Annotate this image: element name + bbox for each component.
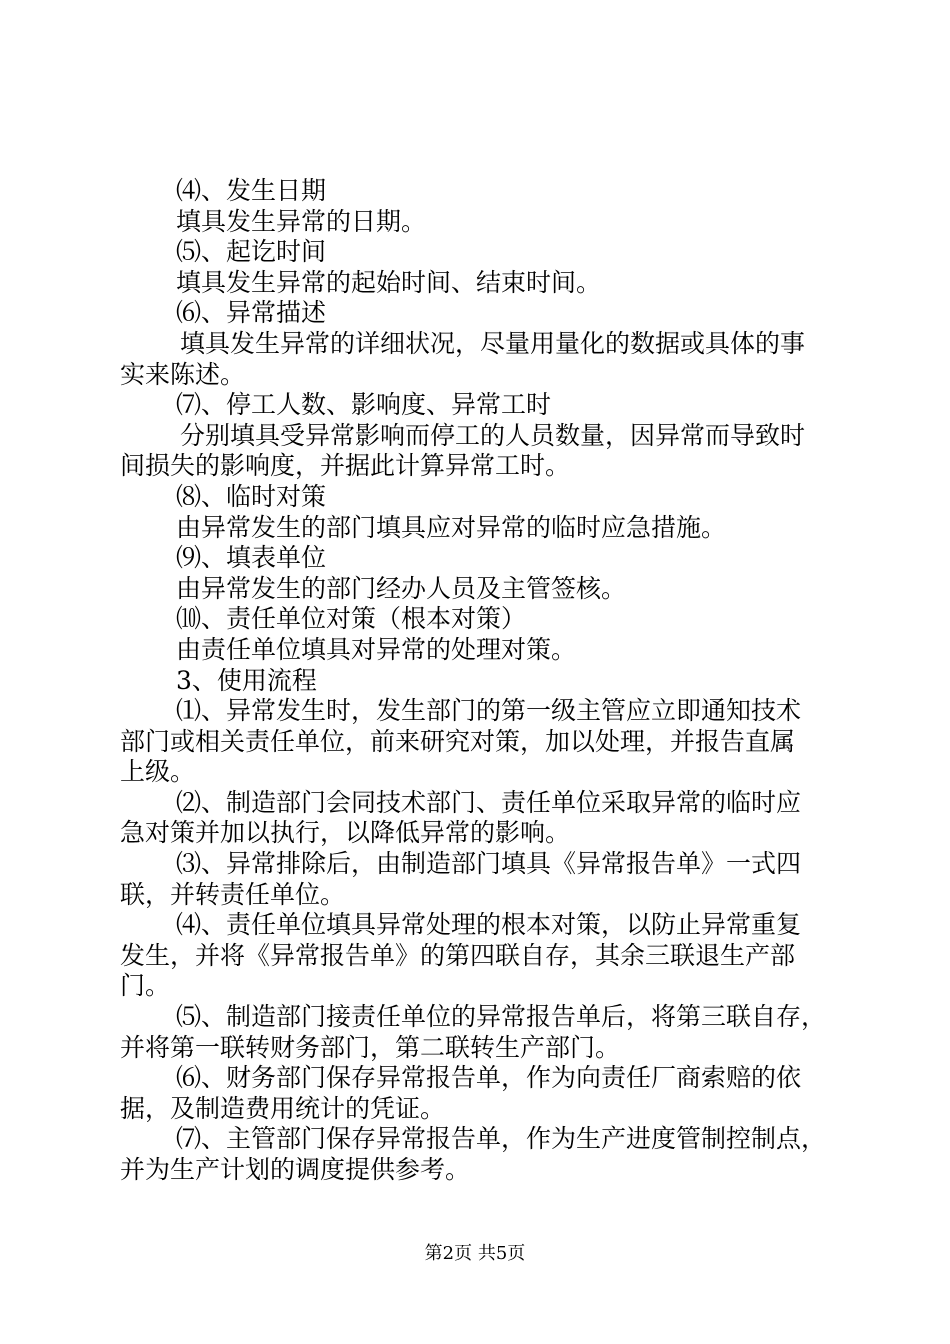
text-line: 联，并转责任单位。 bbox=[120, 879, 346, 909]
text-line: 由责任单位填具对异常的处理对策。 bbox=[176, 634, 577, 664]
heading-temporary-measures: ⑻、临时对策 bbox=[176, 481, 327, 511]
text-line: 由异常发生的部门经办人员及主管签核。 bbox=[176, 573, 627, 603]
text-line: 填具发生异常的详细状况，尽量用量化的数据或具体的事 bbox=[180, 328, 806, 358]
text-line: ⑸、制造部门接责任单位的异常报告单后，将第三联自存， bbox=[176, 1002, 827, 1032]
text-line: ⑵、制造部门会同技术部门、责任单位采取异常的临时应 bbox=[176, 787, 802, 817]
section-heading-usage-flow: 3、使用流程 bbox=[176, 665, 317, 695]
heading-downtime-workers: ⑺、停工人数、影响度、异常工时 bbox=[176, 390, 552, 420]
page-footer: 第2页 共5页 bbox=[424, 1243, 526, 1264]
text-line: ⑴、异常发生时，发生部门的第一级主管应立即通知技术 bbox=[176, 696, 802, 726]
text-line: 填具发生异常的起始时间、结束时间。 bbox=[176, 267, 602, 297]
heading-occurrence-date: ⑷、发生日期 bbox=[176, 176, 327, 205]
text-line: 发生，并将《异常报告单》的第四联自存，其余三联退生产部 bbox=[120, 940, 796, 970]
text-line: 据，及制造费用统计的凭证。 bbox=[120, 1093, 446, 1123]
text-line: 填具发生异常的日期。 bbox=[176, 206, 427, 236]
heading-filling-unit: ⑼、填表单位 bbox=[176, 543, 327, 573]
text-line: 急对策并加以执行，以降低异常的影响。 bbox=[120, 818, 571, 848]
heading-start-end-time: ⑸、起讫时间 bbox=[176, 237, 327, 267]
text-line: ⑶、异常排除后，由制造部门填具《异常报告单》一式四 bbox=[176, 849, 802, 879]
heading-abnormal-description: ⑹、异常描述 bbox=[176, 298, 327, 328]
text-line: 实来陈述。 bbox=[120, 359, 246, 389]
text-line: 上级。 bbox=[120, 757, 196, 787]
heading-responsible-unit-measures: ⑽、责任单位对策（根本对策） bbox=[176, 604, 527, 634]
text-line: 并为生产计划的调度提供参考。 bbox=[120, 1155, 471, 1184]
text-line: 门。 bbox=[120, 971, 171, 1001]
text-line: ⑷、责任单位填具异常处理的根本对策，以防止异常重复 bbox=[176, 910, 802, 940]
text-line: 并将第一联转财务部门，第二联转生产部门。 bbox=[120, 1032, 621, 1062]
text-line: 由异常发生的部门填具应对异常的临时应急措施。 bbox=[176, 512, 727, 542]
document-body bbox=[120, 176, 832, 1186]
text-line: 部门或相关责任单位，前来研究对策，加以处理，并报告直属 bbox=[120, 726, 796, 756]
text-line: 分别填具受异常影响而停工的人员数量，因异常而导致时 bbox=[180, 420, 806, 450]
text-line: ⑺、主管部门保存异常报告单，作为生产进度管制控制点， bbox=[176, 1124, 827, 1154]
text-line: 间损失的影响度，并据此计算异常工时。 bbox=[120, 451, 571, 481]
text-line: ⑹、财务部门保存异常报告单，作为向责任厂商索赔的依 bbox=[176, 1063, 802, 1093]
